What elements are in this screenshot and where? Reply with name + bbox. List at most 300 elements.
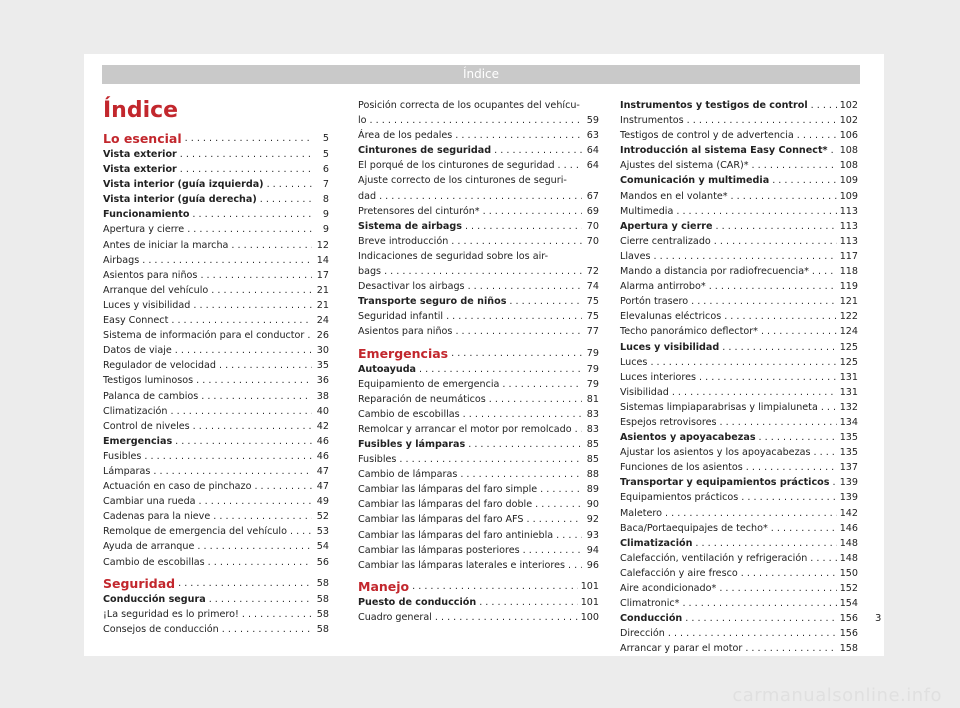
toc-entry[interactable]: [358, 610, 599, 625]
toc-entry[interactable]: [103, 404, 329, 419]
dot-leader: [759, 430, 837, 445]
dot-leader: [468, 437, 582, 452]
dot-leader: [307, 328, 312, 343]
toc-entry[interactable]: [103, 494, 329, 509]
toc-entry[interactable]: [103, 607, 329, 622]
toc-entry[interactable]: [103, 147, 329, 162]
toc-entry-page: 96: [586, 559, 599, 571]
toc-entry[interactable]: [620, 189, 858, 204]
toc-entry[interactable]: [358, 309, 599, 324]
toc-entry[interactable]: [358, 512, 599, 527]
toc-entry-label: Emergencias: [103, 435, 173, 447]
toc-entry-label: Funcionamiento: [103, 209, 190, 221]
toc-entry[interactable]: [620, 370, 858, 385]
toc-entry-page: 113: [839, 235, 858, 247]
toc-entry-label: Ajustes del sistema (CAR)*: [620, 160, 749, 172]
toc-entry-page: 88: [586, 469, 599, 481]
toc-entry[interactable]: [103, 343, 329, 358]
toc-entry[interactable]: [103, 268, 329, 283]
watermark: carmanualsonline.info: [732, 685, 942, 706]
toc-entry-page: 119: [839, 281, 858, 293]
toc-entry-page: 146: [839, 522, 858, 534]
toc-entry-label: Asientos para niños: [103, 269, 198, 281]
toc-entry-page: 117: [839, 250, 858, 262]
toc-entry-label: Fusibles y lámparas: [358, 438, 466, 450]
toc-entry[interactable]: [358, 497, 599, 512]
dot-leader: [709, 279, 837, 294]
toc-entry-label: Climatronic*: [620, 598, 680, 610]
toc-entry-label: Regulador de velocidad: [103, 360, 216, 372]
toc-entry-label: Comunicación y multimedia: [620, 175, 770, 187]
dot-leader: [483, 204, 582, 219]
dot-leader: [180, 162, 312, 177]
toc-entry[interactable]: [620, 340, 858, 355]
toc-entry[interactable]: [358, 558, 599, 573]
toc-entry-page: 142: [839, 507, 858, 519]
dot-leader: [419, 362, 582, 377]
toc-entry[interactable]: [358, 234, 599, 249]
dot-leader: [810, 551, 836, 566]
toc-entry-page: 93: [586, 529, 599, 541]
toc-entry[interactable]: [103, 313, 329, 328]
dot-leader: [463, 407, 582, 422]
header-bar: [102, 65, 860, 84]
toc-entry-page: 118: [839, 266, 858, 278]
toc-entry[interactable]: [358, 482, 599, 497]
toc-entry-label: Fusibles: [103, 450, 142, 462]
toc-entry-label: Área de los pedales: [358, 130, 453, 142]
toc-entry-page: 148: [839, 537, 858, 549]
toc-entry-page: 101: [580, 596, 599, 608]
dot-leader: [455, 128, 582, 143]
toc-entry-label: Aire acondicionado*: [620, 583, 717, 594]
toc-entry-page: 100: [580, 611, 599, 623]
dot-leader: [451, 345, 582, 362]
toc-entry-label: Transportar y equipamientos prácticos: [620, 477, 830, 489]
toc-entry-label: Maletero: [620, 507, 662, 519]
dot-leader: [722, 340, 836, 355]
toc-entry-page: 85: [586, 454, 599, 466]
toc-entry[interactable]: [620, 566, 858, 581]
dot-leader: [175, 343, 312, 358]
toc-entry[interactable]: [103, 389, 329, 404]
dot-leader: [267, 177, 312, 192]
toc-entry-label: Posición correcta de los ocupantes del vehícu-: [358, 100, 580, 111]
toc-entry-label: Pretensores del cinturón*: [358, 205, 480, 217]
toc-entry-page: 94: [586, 544, 599, 556]
dot-leader: [455, 324, 582, 339]
toc-entry[interactable]: [358, 219, 599, 234]
dot-leader: [556, 528, 582, 543]
toc-entry-page: 6: [322, 164, 329, 176]
dot-leader: [682, 596, 836, 611]
toc-entry-page: 75: [586, 296, 599, 308]
toc-entry[interactable]: [103, 449, 329, 464]
toc-entry-page: 154: [839, 598, 858, 610]
toc-entry-page: 49: [316, 496, 329, 508]
toc-entry[interactable]: [620, 98, 858, 113]
dot-leader: [142, 253, 312, 268]
dot-leader: [242, 607, 312, 622]
toc-entry[interactable]: [103, 358, 329, 373]
toc-entry-label: ¡La seguridad es lo primero!: [103, 608, 239, 620]
toc-entry-label: Cadenas para la nieve: [103, 511, 211, 523]
toc-entry[interactable]: [103, 509, 329, 524]
toc-entry-label: Elevalunas eléctricos: [620, 311, 722, 323]
toc-entry-label-continued: dad: [358, 190, 377, 202]
toc-entry-page: 21: [316, 284, 329, 296]
toc-entry[interactable]: [103, 555, 329, 570]
dot-leader: [200, 268, 312, 283]
dot-leader: [193, 298, 312, 313]
toc-entry-label: Ajuste correcto de los cinturones de seguri-: [358, 175, 567, 187]
dot-leader: [761, 324, 837, 339]
toc-entry[interactable]: [620, 173, 858, 188]
toc-entry[interactable]: [103, 524, 329, 539]
toc-entry-page: 70: [586, 235, 599, 247]
toc-entry-label: Seguridad infantil: [358, 311, 444, 323]
toc-entry-label: Espejos retrovisores: [620, 416, 717, 428]
toc-entry[interactable]: [358, 249, 599, 279]
toc-entry[interactable]: [103, 328, 329, 343]
toc-entry[interactable]: [103, 222, 329, 237]
toc-entry-label: Apertura y cierre: [103, 224, 185, 236]
toc-section[interactable]: [358, 345, 599, 362]
toc-entry-label: Apertura y cierre: [620, 220, 713, 232]
toc-column-3: [620, 98, 858, 656]
toc-entry[interactable]: [358, 158, 599, 173]
toc-entry-page: 83: [586, 423, 599, 435]
dot-leader: [412, 578, 578, 595]
toc-entry-page: 132: [839, 401, 858, 413]
toc-entry-page: 70: [586, 220, 599, 232]
toc-list: [620, 98, 858, 656]
dot-leader: [465, 219, 582, 234]
dot-leader: [832, 475, 836, 490]
dot-leader: [509, 294, 582, 309]
toc-entry-page: 46: [316, 450, 329, 462]
toc-entry[interactable]: [358, 279, 599, 294]
dot-leader: [187, 222, 312, 237]
dot-leader: [558, 158, 582, 173]
toc-entry[interactable]: [358, 294, 599, 309]
dot-leader: [772, 173, 836, 188]
dot-leader: [171, 404, 313, 419]
dot-leader: [812, 264, 837, 279]
toc-entry[interactable]: [358, 422, 599, 437]
toc-entry-label: Equipamientos prácticos: [620, 492, 739, 504]
toc-entry[interactable]: [103, 592, 329, 607]
toc-entry[interactable]: [358, 362, 599, 377]
toc-entry-page: 90: [586, 499, 599, 511]
toc-entry[interactable]: [620, 521, 858, 536]
dot-leader: [752, 158, 837, 173]
toc-entry-label: Ajustar los asientos y los apoyacabezas: [620, 447, 811, 459]
toc-entry[interactable]: [358, 467, 599, 482]
toc-entry[interactable]: [620, 249, 858, 264]
toc-entry-page: 81: [586, 393, 599, 405]
dot-leader: [231, 238, 312, 253]
toc-entry[interactable]: [620, 490, 858, 505]
toc-entry-label: Breve introducción: [358, 235, 449, 247]
toc-entry-page: 21: [316, 299, 329, 311]
toc-entry-label: Testigos luminosos: [103, 375, 194, 387]
toc-entry[interactable]: [620, 626, 858, 641]
dot-leader: [523, 543, 582, 558]
toc-entry[interactable]: [620, 506, 858, 521]
dot-leader: [446, 309, 582, 324]
toc-entry-label: Actuación en caso de pinchazo: [103, 481, 252, 493]
toc-entry-page: 58: [316, 577, 329, 589]
toc-entry[interactable]: [103, 177, 329, 192]
toc-entry-page: 52: [316, 511, 329, 523]
toc-entry-page: 79: [586, 363, 599, 375]
toc-entry[interactable]: [620, 400, 858, 415]
toc-entry[interactable]: [620, 158, 858, 173]
toc-entry-page: 12: [316, 239, 329, 251]
toc-entry[interactable]: [358, 324, 599, 339]
toc-entry[interactable]: [358, 437, 599, 452]
toc-entry[interactable]: [620, 324, 858, 339]
toc-entry[interactable]: [358, 392, 599, 407]
toc-entry-page: 85: [586, 438, 599, 450]
toc-entry-label: Introducción al sistema Easy Connect*: [620, 145, 828, 157]
dot-leader: [771, 521, 837, 536]
toc-entry-label: Portón trasero: [620, 296, 689, 308]
toc-entry-label: Climatización: [620, 537, 693, 549]
toc-entry-page: 101: [580, 580, 599, 592]
dot-leader: [379, 189, 582, 204]
toc-entry-label: Cambiar las lámparas del faro antiniebla: [358, 529, 554, 541]
toc-entry[interactable]: [620, 641, 858, 656]
dot-leader: [745, 641, 836, 656]
toc-entry-page: 108: [839, 160, 858, 172]
toc-entry-page: 58: [316, 608, 329, 620]
toc-entry[interactable]: [103, 464, 329, 479]
toc-entry-page: 47: [316, 481, 329, 493]
toc-section[interactable]: [103, 130, 329, 147]
dot-leader: [575, 422, 582, 437]
toc-entry[interactable]: [358, 595, 599, 610]
toc-entry[interactable]: [620, 475, 858, 490]
toc-entry-page: 8: [322, 194, 329, 206]
toc-entry[interactable]: [103, 479, 329, 494]
dot-leader: [719, 415, 836, 430]
toc-entry-page: 53: [316, 526, 329, 538]
toc-entry[interactable]: [620, 460, 858, 475]
toc-entry-label: Luces y visibilidad: [103, 299, 191, 311]
toc-entry-page: 135: [839, 447, 858, 459]
toc-entry[interactable]: [103, 162, 329, 177]
toc-entry-label: Cambiar las lámparas del faro doble: [358, 499, 533, 511]
toc-entry[interactable]: [620, 204, 858, 219]
toc-entry[interactable]: [620, 309, 858, 324]
toc-entry[interactable]: [358, 377, 599, 392]
toc-entry-page: 148: [839, 552, 858, 564]
toc-entry[interactable]: [103, 253, 329, 268]
toc-entry-label: Indicaciones de seguridad sobre los air-: [358, 250, 549, 262]
toc-entry-label: Ayuda de arranque: [103, 541, 195, 553]
dot-leader: [213, 509, 312, 524]
toc-entry-page: 47: [316, 465, 329, 477]
toc-entry[interactable]: [103, 419, 329, 434]
toc-entry[interactable]: [358, 452, 599, 467]
toc-entry[interactable]: [620, 234, 858, 249]
toc-entry-page: 109: [839, 175, 858, 187]
toc-entry[interactable]: [358, 204, 599, 219]
dot-leader: [208, 555, 312, 570]
toc-entry-page: 7: [322, 179, 329, 191]
toc-entry[interactable]: [103, 207, 329, 222]
toc-entry-label: Sistema de información para el conductor: [103, 330, 305, 342]
toc-entry-label: Luces y visibilidad: [620, 341, 720, 353]
page-title: Índice: [103, 98, 179, 123]
toc-entry-label: Techo panorámico deflector*: [620, 326, 758, 338]
toc-list: [103, 130, 329, 637]
toc-entry[interactable]: [620, 430, 858, 445]
toc-entry-label: El porqué de los cinturones de seguridad: [358, 160, 555, 172]
dot-leader: [719, 581, 836, 596]
toc-entry-page: 102: [839, 100, 858, 111]
toc-entry[interactable]: [620, 415, 858, 430]
dot-leader: [384, 264, 582, 279]
dot-leader: [831, 143, 837, 158]
toc-entry[interactable]: [620, 294, 858, 309]
dot-leader: [535, 497, 582, 512]
toc-entry-label: Cambio de escobillas: [103, 556, 205, 568]
toc-entry-label: Desactivar los airbags: [358, 281, 465, 293]
toc-entry[interactable]: [103, 622, 329, 637]
toc-entry[interactable]: [620, 219, 858, 234]
toc-entry-label: Airbags: [103, 254, 140, 266]
dot-leader: [685, 611, 836, 626]
toc-section[interactable]: [358, 578, 599, 595]
dot-leader: [479, 595, 577, 610]
toc-entry-page: 108: [839, 145, 858, 157]
toc-entry-label: Cambiar las lámparas del faro AFS: [358, 514, 524, 526]
toc-entry[interactable]: [103, 434, 329, 449]
dot-leader: [494, 143, 582, 158]
toc-list: [358, 98, 599, 625]
toc-entry-label: Calefacción, ventilación y refrigeración: [620, 552, 808, 564]
toc-entry[interactable]: [103, 192, 329, 207]
dot-leader: [668, 626, 837, 641]
toc-entry-label: Calefacción y aire fresco: [620, 567, 738, 579]
toc-entry[interactable]: [620, 113, 858, 128]
toc-entry[interactable]: [620, 385, 858, 400]
toc-entry[interactable]: [358, 143, 599, 158]
dot-leader: [435, 610, 578, 625]
toc-entry[interactable]: [620, 536, 858, 551]
toc-section[interactable]: [103, 575, 329, 592]
toc-entry-page: 135: [839, 432, 858, 444]
toc-entry-label-continued: lo: [358, 115, 367, 127]
toc-entry-label: Cuadro general: [358, 611, 432, 623]
toc-entry-label: Cinturones de seguridad: [358, 145, 492, 157]
dot-leader: [699, 370, 837, 385]
toc-entry[interactable]: [103, 373, 329, 388]
toc-column-1: [103, 94, 329, 637]
toc-entry-label: Baca/Portaequipajes de techo*: [620, 522, 768, 534]
dot-leader: [211, 283, 312, 298]
toc-entry-label: Cambio de lámparas: [358, 469, 458, 481]
dot-leader: [193, 419, 312, 434]
dot-leader: [370, 113, 582, 128]
toc-entry-label: Conducción segura: [103, 593, 206, 605]
toc-entry[interactable]: [620, 596, 858, 611]
toc-entry-label: Manejo: [358, 578, 410, 594]
dot-leader: [687, 113, 837, 128]
toc-entry-page: 54: [316, 541, 329, 553]
toc-entry[interactable]: [620, 128, 858, 143]
page-number: 3: [875, 613, 882, 624]
toc-entry-label: Cambio de escobillas: [358, 408, 460, 420]
dot-leader: [180, 147, 312, 162]
toc-entry-page: 113: [839, 205, 858, 217]
toc-entry[interactable]: [620, 355, 858, 370]
toc-entry[interactable]: [358, 128, 599, 143]
toc-entry[interactable]: [358, 528, 599, 543]
toc-entry-label: Seguridad: [103, 575, 176, 591]
toc-entry[interactable]: [103, 238, 329, 253]
toc-entry-page: 42: [316, 420, 329, 432]
toc-entry[interactable]: [620, 611, 858, 626]
toc-entry[interactable]: [620, 551, 858, 566]
toc-entry-page: 158: [839, 643, 858, 655]
toc-entry-page: 77: [586, 326, 599, 338]
toc-entry-page: 124: [839, 326, 858, 338]
toc-entry[interactable]: [103, 298, 329, 313]
toc-entry[interactable]: [620, 581, 858, 596]
toc-entry[interactable]: [620, 143, 858, 158]
dot-leader: [714, 234, 837, 249]
dot-leader: [672, 385, 837, 400]
dot-leader: [716, 219, 837, 234]
toc-entry-page: 38: [316, 390, 329, 402]
dot-leader: [731, 189, 837, 204]
toc-entry-page: 134: [839, 416, 858, 428]
toc-entry-page: 83: [586, 408, 599, 420]
toc-entry-label: Visibilidad: [620, 386, 669, 398]
toc-entry-page: 46: [316, 435, 329, 447]
toc-entry[interactable]: [103, 283, 329, 298]
toc-entry-page: 67: [586, 190, 599, 202]
toc-entry-label: Control de niveles: [103, 420, 190, 432]
dot-leader: [171, 313, 312, 328]
dot-leader: [197, 539, 312, 554]
toc-entry-label: Multimedia: [620, 205, 674, 217]
toc-entry-page: 139: [839, 492, 858, 504]
toc-entry-page: 109: [839, 190, 858, 202]
toc-entry[interactable]: [620, 279, 858, 294]
toc-entry-label: Dirección: [620, 628, 665, 640]
toc-entry-label: Emergencias: [358, 345, 449, 361]
toc-entry[interactable]: [358, 98, 599, 128]
dot-leader: [540, 482, 582, 497]
toc-entry[interactable]: [620, 445, 858, 460]
toc-entry[interactable]: [358, 173, 599, 203]
toc-entry[interactable]: [620, 264, 858, 279]
dot-leader: [451, 234, 582, 249]
toc-entry[interactable]: [103, 539, 329, 554]
toc-entry-label: Fusibles: [358, 454, 397, 466]
toc-entry[interactable]: [358, 407, 599, 422]
toc-column-2: [358, 98, 599, 625]
toc-entry-label: Asientos y apoyacabezas: [620, 432, 756, 444]
toc-entry[interactable]: [358, 543, 599, 558]
toc-entry-label: Cambiar las lámparas laterales e interiores: [358, 559, 565, 571]
dot-leader: [219, 358, 312, 373]
